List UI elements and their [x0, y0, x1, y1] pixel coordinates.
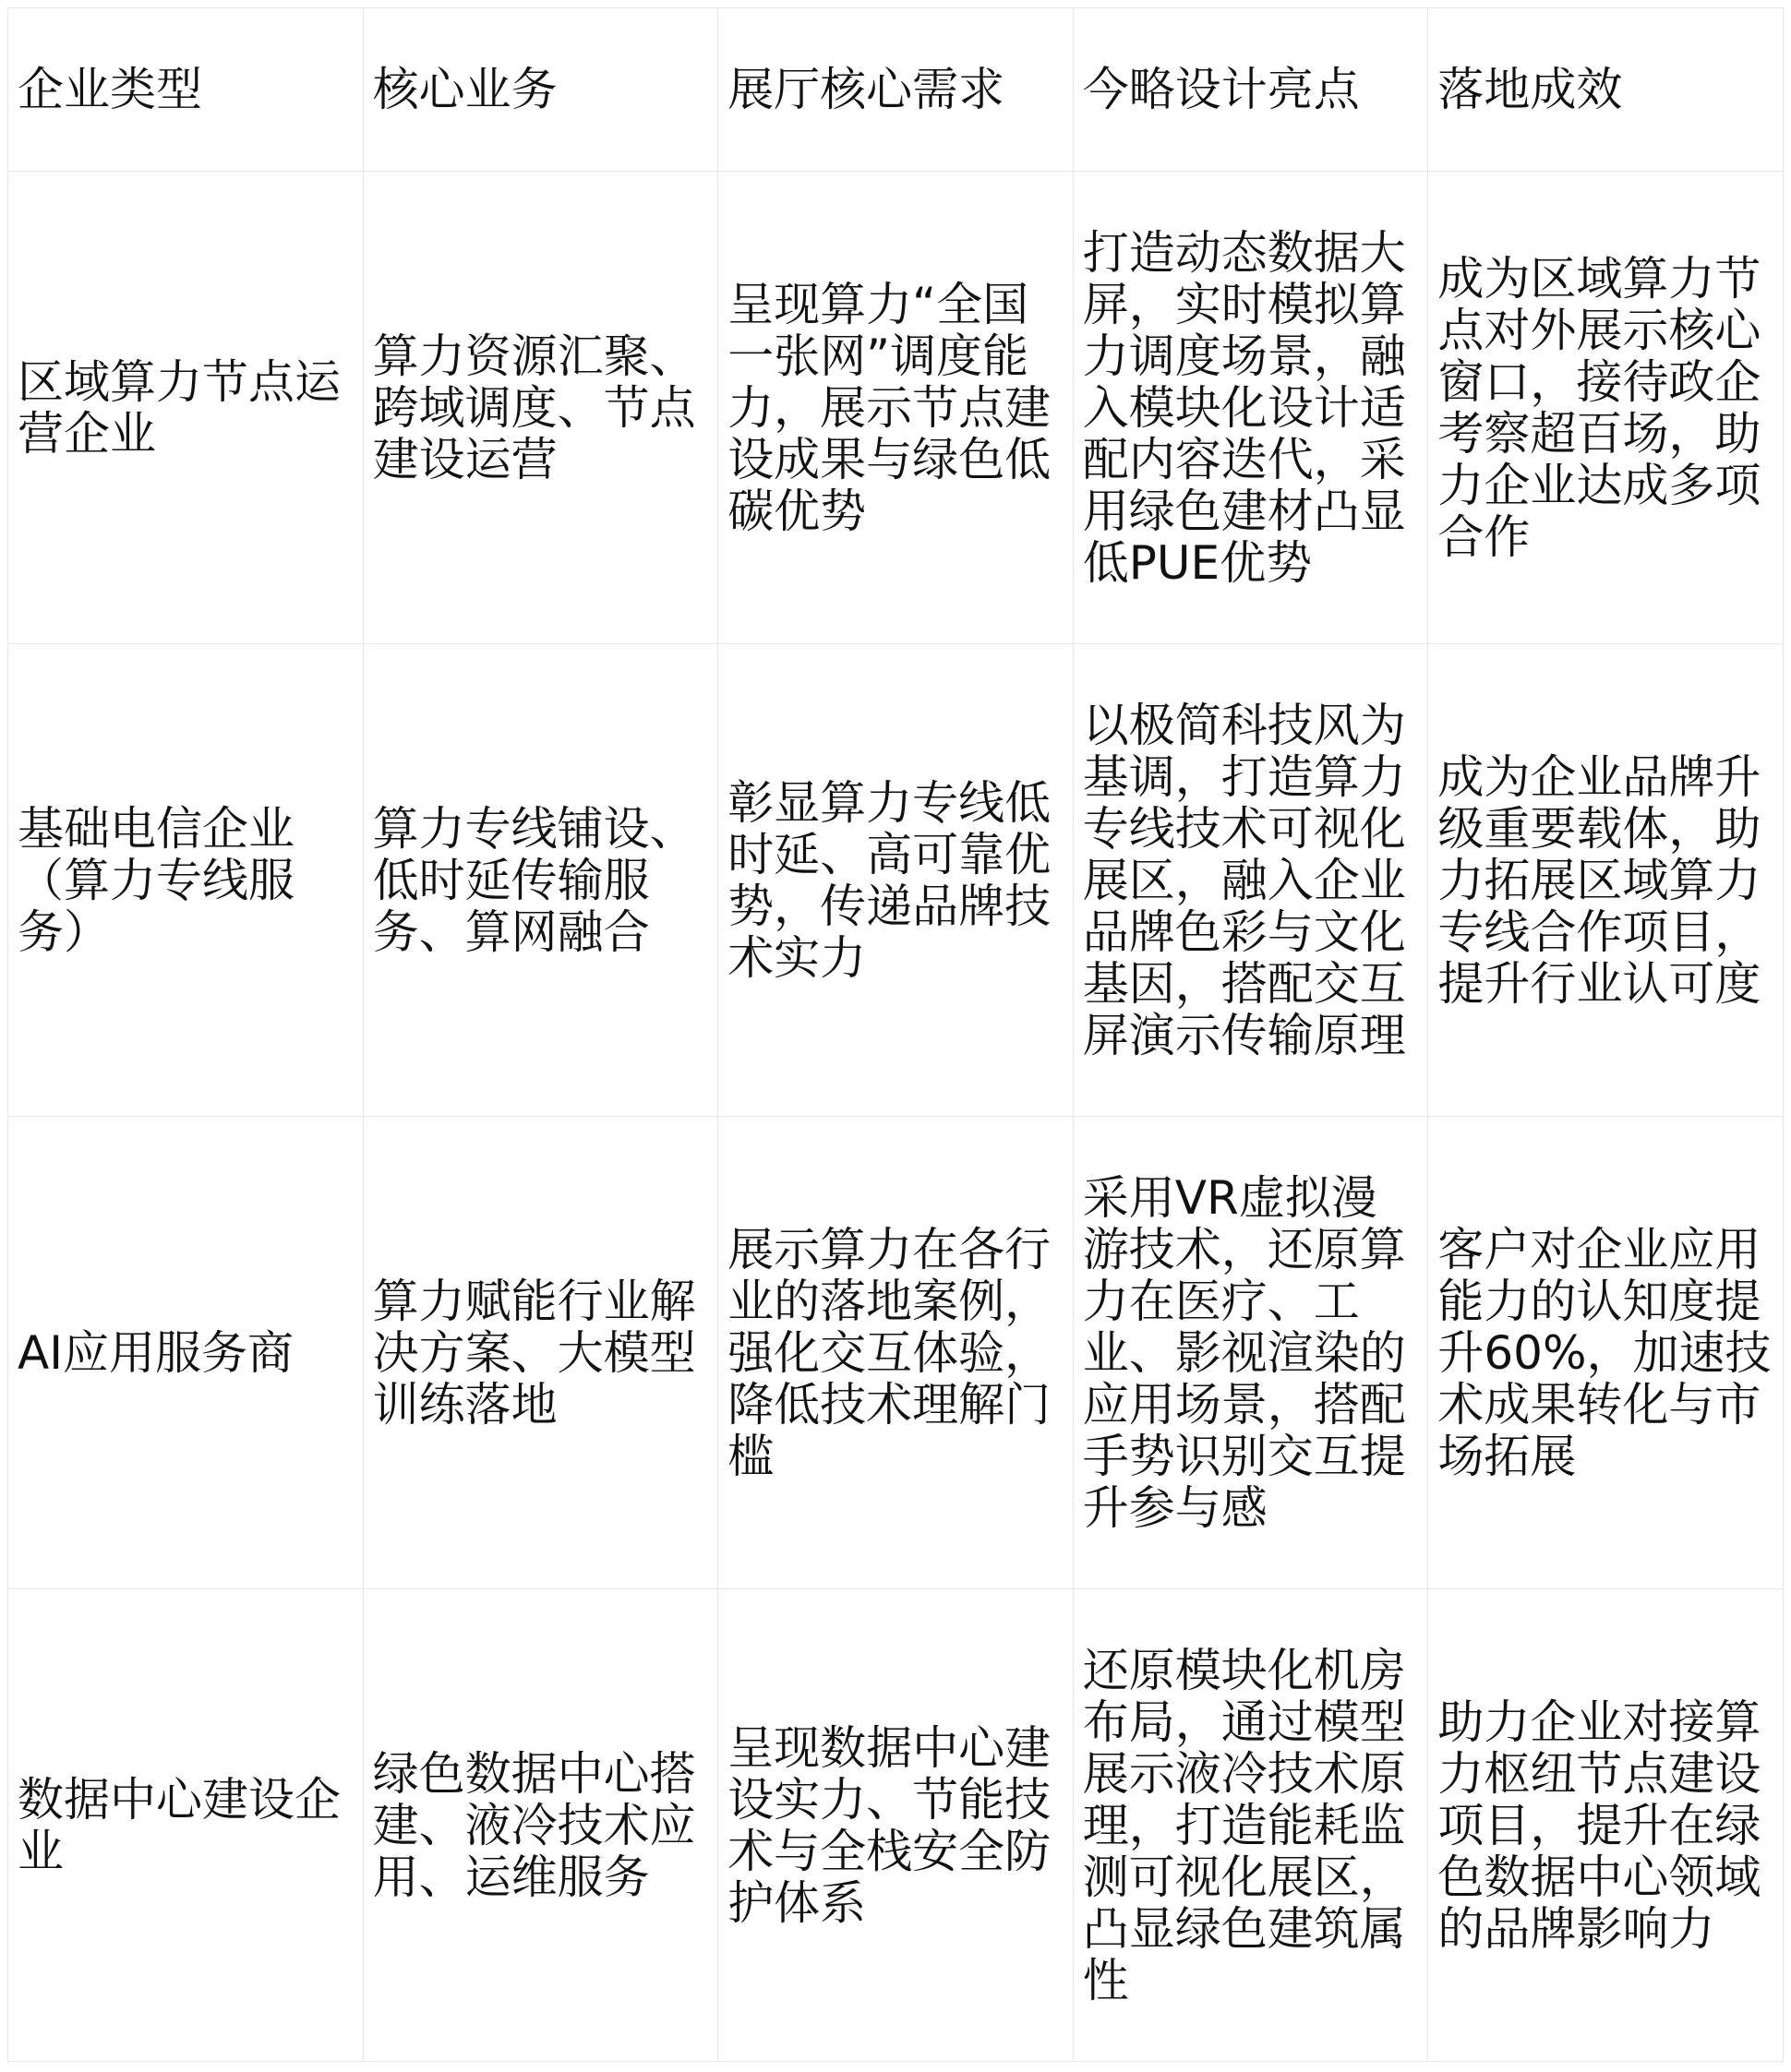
cell-showroom-needs: 呈现算力“全国一张网”调度能力，展示节点建设成果与绿色低碳优势 [718, 172, 1074, 644]
cell-design-highlights: 采用VR虚拟漫游技术，还原算力在医疗、工业、影视渲染的应用场景，搭配手势识别交互提升参与感 [1073, 1117, 1428, 1589]
cell-enterprise-type: AI应用服务商 [8, 1117, 364, 1589]
cell-showroom-needs: 呈现数据中心建设实力、节能技术与全栈安全防护体系 [718, 1589, 1074, 2062]
table-row [8, 172, 1784, 644]
table-row [8, 1589, 1784, 2062]
table-row [8, 1117, 1784, 1589]
cell-core-business: 绿色数据中心搭建、液冷技术应用、运维服务 [363, 1589, 718, 2062]
cell-results: 成为区域算力节点对外展示核心窗口，接待政企考察超百场，助力企业达成多项合作 [1428, 172, 1784, 644]
table-row [8, 644, 1784, 1117]
header-showroom-needs: 展厅核心需求 [718, 8, 1074, 172]
header-design-highlights: 今略设计亮点 [1073, 8, 1428, 172]
cell-results: 成为企业品牌升级重要载体，助力拓展区域算力专线合作项目，提升行业认可度 [1428, 644, 1784, 1117]
cell-design-highlights: 打造动态数据大屏，实时模拟算力调度场景，融入模块化设计适配内容迭代，采用绿色建材凸显低PUE优势 [1073, 172, 1428, 644]
comparison-table [7, 7, 1784, 2062]
cell-showroom-needs: 彰显算力专线低时延、高可靠优势，传递品牌技术实力 [718, 644, 1074, 1117]
header-results: 落地成效 [1428, 8, 1784, 172]
cell-core-business: 算力赋能行业解决方案、大模型训练落地 [363, 1117, 718, 1589]
cell-enterprise-type: 基础电信企业（算力专线服务） [8, 644, 364, 1117]
cell-enterprise-type: 数据中心建设企业 [8, 1589, 364, 2062]
cell-design-highlights: 以极简科技风为基调，打造算力专线技术可视化展区，融入企业品牌色彩与文化基因，搭配交互屏演示传输原理 [1073, 644, 1428, 1117]
cell-core-business: 算力专线铺设、低时延传输服务、算网融合 [363, 644, 718, 1117]
cell-enterprise-type: 区域算力节点运营企业 [8, 172, 364, 644]
cell-showroom-needs: 展示算力在各行业的落地案例，强化交互体验，降低技术理解门槛 [718, 1117, 1074, 1589]
header-enterprise-type: 企业类型 [8, 8, 364, 172]
table-header-row [8, 8, 1784, 172]
header-core-business: 核心业务 [363, 8, 718, 172]
cell-core-business: 算力资源汇聚、跨域调度、节点建设运营 [363, 172, 718, 644]
cell-results: 客户对企业应用能力的认知度提升60%，加速技术成果转化与市场拓展 [1428, 1117, 1784, 1589]
cell-design-highlights: 还原模块化机房布局，通过模型展示液冷技术原理，打造能耗监测可视化展区，凸显绿色建筑属性 [1073, 1589, 1428, 2062]
cell-results: 助力企业对接算力枢纽节点建设项目，提升在绿色数据中心领域的品牌影响力 [1428, 1589, 1784, 2062]
